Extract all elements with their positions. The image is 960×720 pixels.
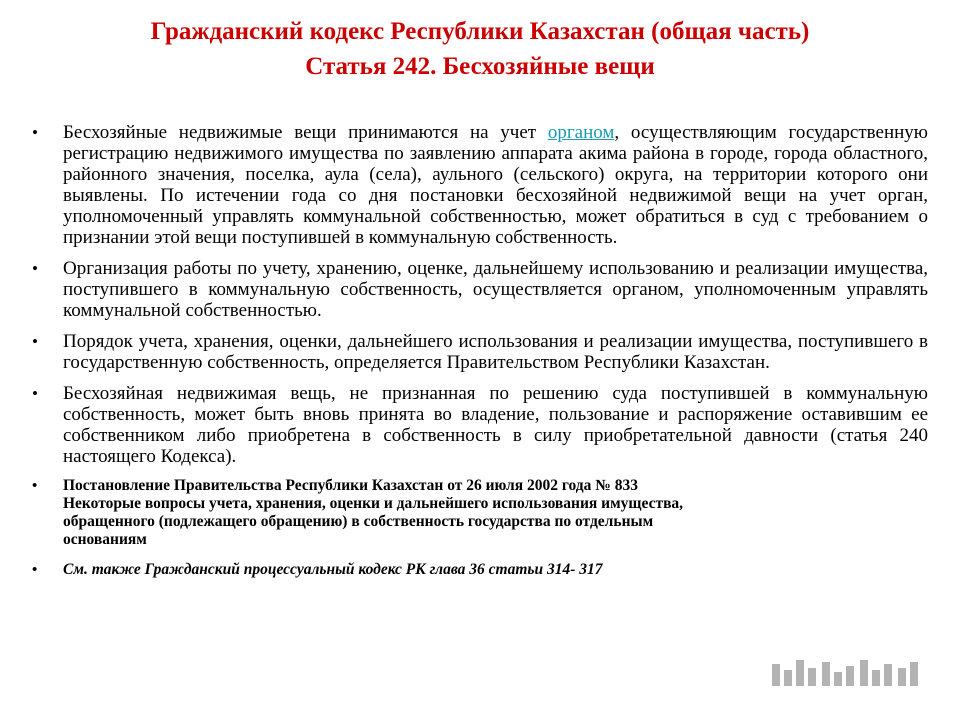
bullet-icon: • bbox=[32, 259, 38, 278]
organ-link[interactable]: органом bbox=[547, 122, 615, 143]
slide-title bbox=[30, 14, 930, 84]
bullet-icon: • bbox=[32, 384, 38, 403]
item-1-text-after: , осуществляющим государственную регистрацию недвижимого имущества по заявлению аппарата акима района в городе, города областного, районного значения, поселка, аула (села), аульного (сельского) округа, на территории которого они выявлены. По истечении года со дня постановки бесхозяйной недвижимой вещи на учет орган, уполномоченный управлять коммунальной собственностью, может обратиться в суд с требованием о признании этой вещи поступившей в коммунальную собственность. bbox=[63, 122, 928, 248]
title-line-2: Статья 242. Бесхозяйные вещи bbox=[305, 53, 655, 80]
decree-line-3: обращенного (подлежащего обращению) в собственность государства по отдельным bbox=[63, 513, 654, 530]
bullet-list bbox=[28, 122, 928, 589]
decree-item bbox=[28, 477, 928, 549]
bullet-icon: • bbox=[32, 478, 38, 494]
list-item bbox=[28, 258, 928, 321]
decree-line-4: основаниям bbox=[63, 531, 147, 548]
item-4-text: Бесхозяйная недвижимая вещь, не признанная по решению суда поступившей в коммунальную собственность, может быть вновь принята во владение, пользование и распоряжение оставившим ее собственником либо приобретена в собственность в силу приобретательной давности (статья 240 настоящего Кодекса). bbox=[63, 383, 928, 467]
bullet-icon: • bbox=[32, 123, 38, 142]
bullet-icon: • bbox=[32, 562, 38, 578]
list-item bbox=[28, 383, 928, 467]
decree-line-2: Некоторые вопросы учета, хранения, оценки и дальнейшего использования имущества, bbox=[63, 495, 684, 512]
see-also-text: См. также Гражданский процессуальный кодекс РК глава 36 статьи 314- 317 bbox=[63, 561, 603, 578]
list-item bbox=[28, 331, 928, 373]
title-line-1: Гражданский кодекс Республики Казахстан (общая часть) bbox=[150, 18, 810, 45]
watermark-logo-icon bbox=[770, 658, 922, 692]
item-2-text: Организация работы по учету, хранению, оценке, дальнейшему использованию и реализации имущества, поступившего в коммунальную собственность, осуществляется органом, уполномоченным управлять коммунальной собственностью. bbox=[63, 258, 928, 321]
list-item bbox=[28, 122, 928, 248]
bullet-icon: • bbox=[32, 332, 38, 351]
item-1-text-before: Бесхозяйные недвижимые вещи принимаются на учет bbox=[63, 122, 548, 143]
item-3-text: Порядок учета, хранения, оценки, дальнейшего использования и реализации имущества, поступившего в государственную собственность, определяется Правительством Республики Казахстан. bbox=[63, 331, 928, 373]
see-also-item bbox=[28, 561, 928, 579]
decree-line-1: Постановление Правительства Республики Казахстан от 26 июля 2002 года № 833 bbox=[63, 477, 638, 494]
